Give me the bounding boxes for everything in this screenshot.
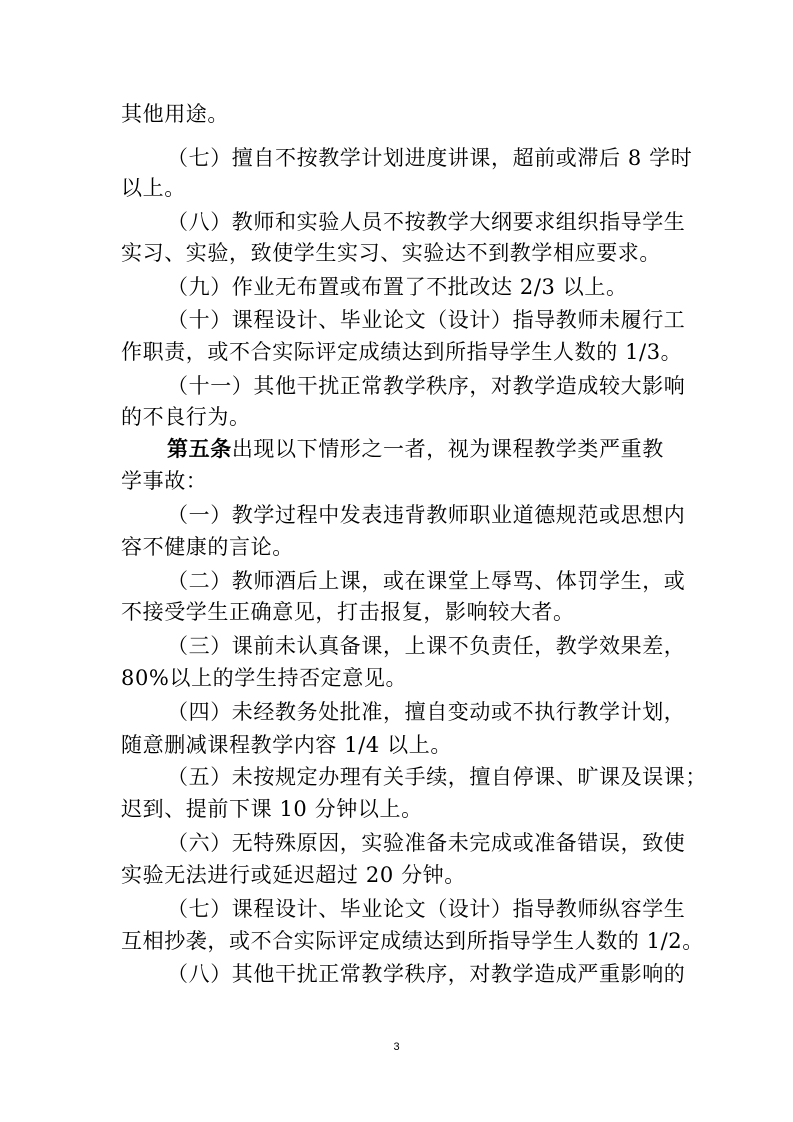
- text-line: 实习、实验，致使学生实习、实验达不到教学相应要求。: [121, 241, 661, 265]
- text-line: （三）课前未认真备课，上课不负责任，教学效果差，: [167, 634, 686, 658]
- text-line: （八）教师和实验人员不按教学大纲要求组织指导学生: [167, 210, 686, 234]
- text-line: 迟到、提前下课 10 分钟以上。: [121, 797, 423, 821]
- text-line: （五）未按规定办理有关手续，擅自停课、旷课及误课；: [167, 765, 707, 789]
- text-line: 的不良行为。: [121, 405, 251, 429]
- article-label: 第五条: [167, 437, 232, 461]
- text-line: （七）课程设计、毕业论文（设计）指导教师纵容学生: [167, 897, 686, 921]
- page-number: 3: [393, 1041, 400, 1053]
- text-line: （四）未经教务处批准，擅自变动或不执行教学计划，: [167, 700, 686, 724]
- text-line: （十一）其他干扰正常教学秩序，对教学造成较大影响: [167, 374, 686, 398]
- text-line: 容不健康的言论。: [121, 535, 294, 559]
- article-heading-line: [167, 437, 664, 461]
- text-line: （八）其他干扰正常教学秩序，对教学造成严重影响的: [167, 962, 686, 986]
- text-line: 80%以上的学生持否定意见。: [121, 666, 408, 690]
- text-line: 作职责，或不合实际评定成绩达到所指导学生人数的 1/3。: [121, 340, 683, 364]
- text-line: 互相抄袭，或不合实际评定成绩达到所指导学生人数的 1/2。: [121, 929, 704, 953]
- text-line: 以上。: [121, 176, 186, 200]
- text-line: 不接受学生正确意见，打击报复，影响较大者。: [121, 600, 575, 624]
- text-line: 学事故：: [121, 469, 208, 493]
- text-line: 其他用途。: [121, 102, 229, 126]
- text-line: （九）作业无布置或布置了不批改达 2/3 以上。: [167, 275, 628, 299]
- text-line: （十）课程设计、毕业论文（设计）指导教师未履行工: [167, 308, 686, 332]
- text-line: 出现以下情形之一者，视为课程教学类严重教: [231, 437, 664, 461]
- text-line: （一）教学过程中发表违背教师职业道德规范或思想内: [167, 503, 686, 527]
- text-line: （二）教师酒后上课，或在课堂上辱骂、体罚学生，或: [167, 569, 686, 593]
- text-line: 实验无法进行或延迟超过 20 分钟。: [121, 863, 466, 887]
- text-line: 随意删减课程教学内容 1/4 以上。: [121, 733, 452, 757]
- text-line: （七）擅自不按教学计划进度讲课，超前或滞后 8 学时: [167, 146, 693, 170]
- text-line: （六）无特殊原因，实验准备未完成或准备错误，致使: [167, 831, 686, 855]
